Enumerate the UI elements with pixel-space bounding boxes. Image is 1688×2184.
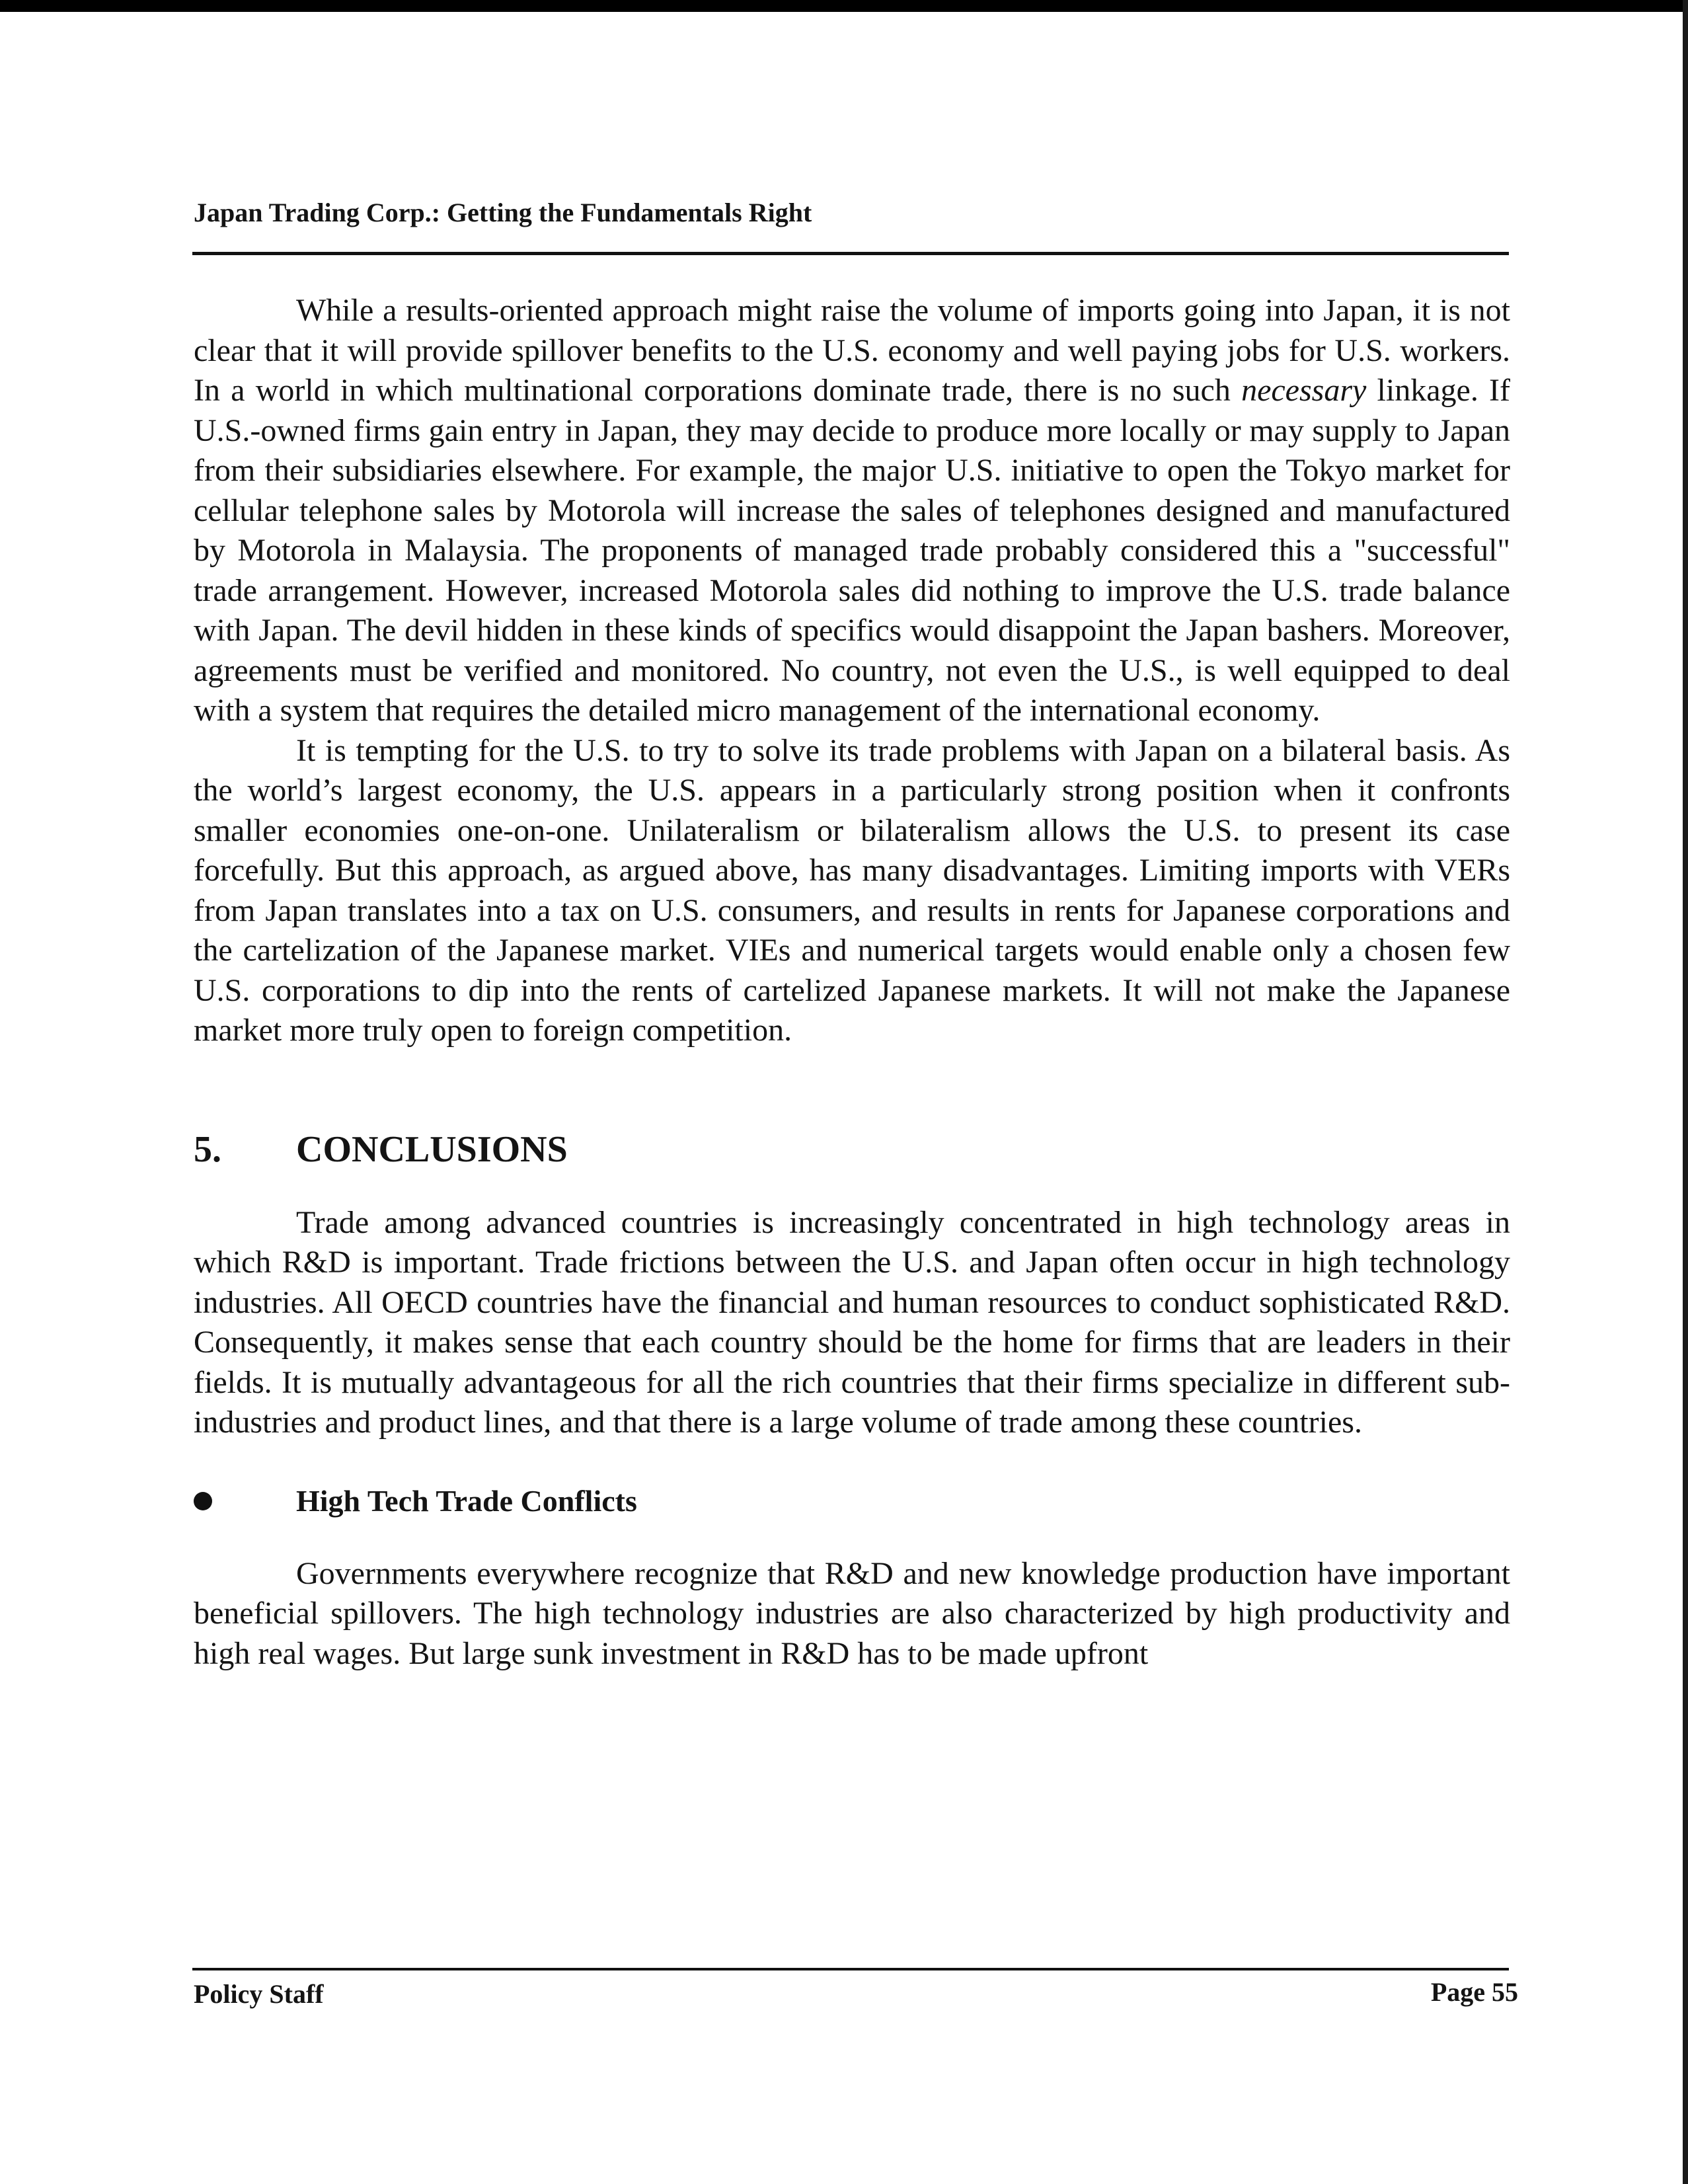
bullet-icon <box>194 1492 212 1510</box>
paragraph-governments: Governments everywhere recognize that R&D and new knowledge production have important beneficial spillovers. The high technology industries are also characterized by high productivity and high real wages. But large sunk investment in R&D has to be made upfront <box>194 1555 1510 1671</box>
paragraph-text: linkage. If U.S.-owned firms gain entry in Japan, they may decide to produce more locally or may supply to Japan from their subsidiaries elsewhere. For example, the major U.S. initiative to open the Tokyo market for cellular telephone sales by Motorola will increase the sales of telephones designed and manufactured by Motorola in Malaysia. The proponents of managed trade probably considered this a "successful" trade arrangement. However, increased Motorola sales did nothing to improve the U.S. trade balance with Japan. The devil hidden in these kinds of specifics would disappoint the Japan bashers. Moreover, agreements must be verified and monitored. No country, not even the U.S., is well equipped to deal with a system that requires the detailed micro management of the international economy. <box>194 373 1511 728</box>
section-heading-conclusions <box>194 1126 1510 1173</box>
scan-edge-top <box>0 0 1688 12</box>
emphasis-necessary: necessary <box>1241 373 1367 408</box>
header-rule <box>192 252 1509 255</box>
scan-edge-right <box>1683 0 1688 2184</box>
section-title: CONCLUSIONS <box>296 1128 568 1170</box>
page-number: Page 55 <box>1430 1977 1518 2007</box>
running-header: Japan Trading Corp.: Getting the Fundamentals Right <box>194 198 812 227</box>
footer-author: Policy Staff <box>194 1979 324 2009</box>
paragraph-text: While a results-oriented approach might raise the volume of imports going into Japan, it is not clear that it will provide spillover benefits to the U.S. economy and well paying jobs for U.S. workers. In a world in which multinational corporations dominate trade, there is no such <box>194 293 1510 408</box>
subsection-title: High Tech Trade Conflicts <box>296 1483 637 1518</box>
subsection-heading-high-tech <box>194 1481 1510 1521</box>
section-number: 5. <box>194 1128 221 1170</box>
document-body <box>194 291 1510 1674</box>
paragraph-bilateral: It is tempting for the U.S. to try to solve its trade problems with Japan on a bilateral basis. As the world’s largest economy, the U.S. appears in a particularly strong position when it confronts smaller economies one-on-one. Unilateralism or bilateralism allows the U.S. to present its case forcefully. But this approach, as argued above, has many disadvantages. Limiting imports with VERs from Japan translates into a tax on U.S. consumers, and results in rents for Japanese corporations and the cartelization of the Japanese market. VIEs and numerical targets would enable only a chosen few U.S. corporations to dip into the rents of cartelized Japanese markets. It will not make the Japanese market more truly open to foreign competition. <box>194 732 1510 1048</box>
footer-rule <box>192 1968 1509 1970</box>
paragraph-trade-advanced-countries: Trade among advanced countries is increasingly concentrated in high technology areas in which R&D is important. Trade frictions between the U.S. and Japan often occur in high technology industries. All OECD countries have the financial and human resources to conduct sophisticated R&D. Consequently, it makes sense that each country should be the home for firms that are leaders in their fields. It is mutually advantageous for all the rich countries that their firms specialize in different sub-industries and product lines, and that there is a large volume of trade among these countries. <box>194 1204 1510 1440</box>
paragraph-results-oriented <box>194 291 1510 731</box>
